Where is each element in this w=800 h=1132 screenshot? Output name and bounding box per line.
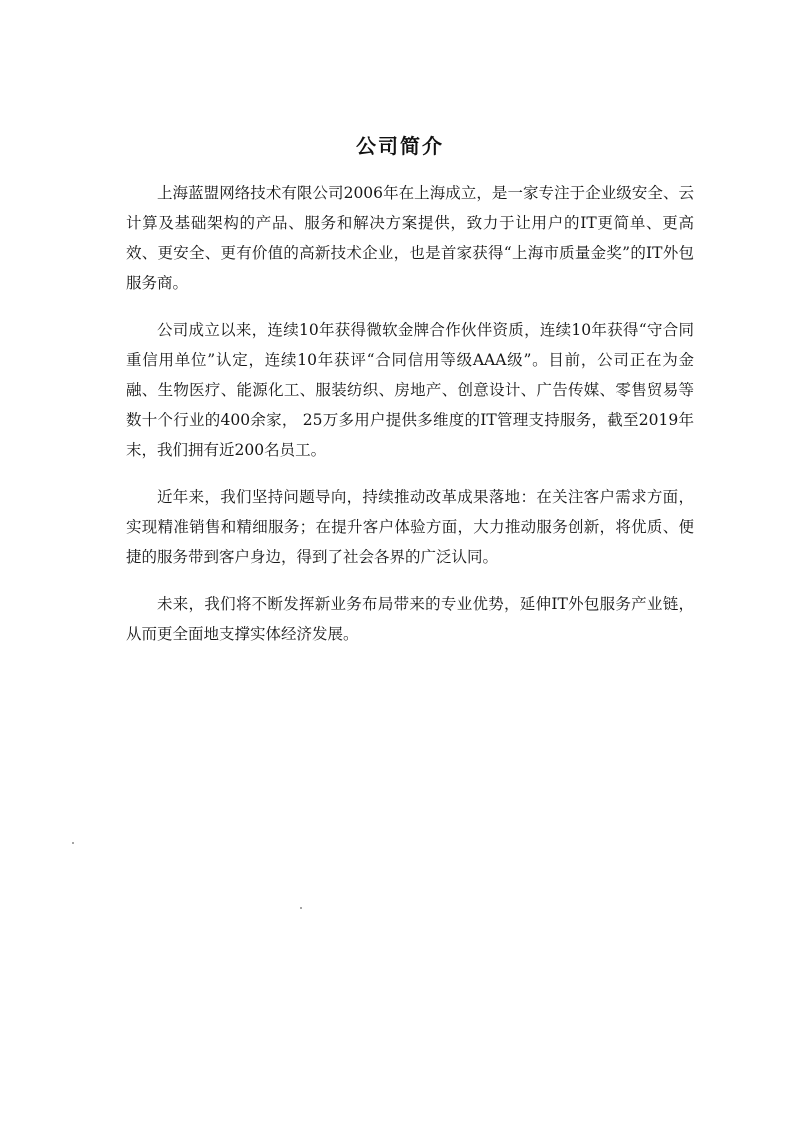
document-title: 公司简介	[356, 134, 444, 158]
scan-speck	[300, 907, 302, 909]
paragraph-future: 未来，我们将不断发挥新业务布局带来的专业优势，延伸IT外包服务产业链，从而更全面地支撑实体经济发展。	[126, 595, 694, 643]
paragraph-history: 公司成立以来，连续10年获得微软金牌合作伙伴资质，连续10年获得“守合同重信用单位”认定，连续10年获评“合同信用等级AAA级”。目前，公司正在为金融、生物医疗、能源化工、服装纺织、房地产、创意设计、广告传媒、零售贸易等数十个行业的400余家， 25万多用户提供多维度的IT管理支持服务，截至2019年末，我们拥有近200名员工。	[126, 321, 694, 459]
paragraph-intro: 上海蓝盟网络技术有限公司2006年在上海成立，是一家专注于企业级安全、云计算及基础架构的产品、服务和解决方案提供，致力于让用户的IT更简单、更高效、更安全、更有价值的高新技术企业，也是首家获得“上海市质量金奖”的IT外包服务商。	[126, 184, 694, 292]
paragraph-recent: 近年来，我们坚持问题导向，持续推动改革成果落地：在关注客户需求方面，实现精准销售和精细服务；在提升客户体验方面，大力推动服务创新，将优质、便捷的服务带到客户身边，得到了社会各界的广泛认同。	[126, 488, 694, 566]
document-body	[126, 178, 694, 666]
scan-speck	[72, 842, 74, 844]
